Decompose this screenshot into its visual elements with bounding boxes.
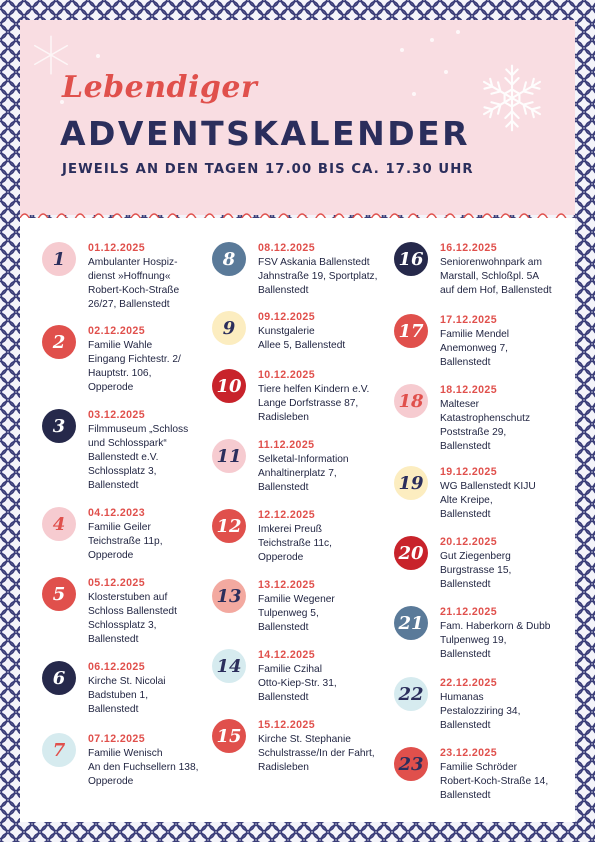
entry-date: 18.12.2025 bbox=[440, 384, 498, 396]
day-number-badge: 16 bbox=[394, 242, 428, 276]
page-subtitle: JEWEILS AN DEN TAGEN 17.00 BIS CA. 17.30 UHR bbox=[62, 162, 474, 177]
entry-date: 21.12.2025 bbox=[440, 606, 498, 618]
day-number-badge: 15 bbox=[212, 719, 246, 753]
day-number-badge: 21 bbox=[394, 606, 428, 640]
day-number-badge: 1 bbox=[42, 242, 76, 276]
entry-date: 10.12.2025 bbox=[258, 369, 316, 381]
entry-location: Filmmuseum „Schloss und Schlosspark“ Ballenstedt e.V. Schlossplatz 3, Ballenstedt bbox=[88, 424, 189, 491]
entry-date: 15.12.2025 bbox=[258, 719, 316, 731]
entry-date: 02.12.2025 bbox=[88, 325, 146, 337]
snow-dot bbox=[444, 70, 448, 74]
page-title: ADVENTSKALENDER bbox=[60, 114, 471, 153]
entry-location: Familie Mendel Anemonweg 7, Ballenstedt bbox=[440, 329, 510, 368]
entry-location: Familie Wegener Tulpenweg 5, Ballenstedt bbox=[258, 594, 335, 633]
entry-date: 12.12.2025 bbox=[258, 509, 316, 521]
entry-location: Tiere helfen Kindern e.V. Lange Dorfstrasse 87, Radisleben bbox=[258, 384, 370, 423]
day-number-badge: 6 bbox=[42, 661, 76, 695]
entry-date: 16.12.2025 bbox=[440, 242, 498, 254]
day-number-badge: 5 bbox=[42, 577, 76, 611]
entry-date: 06.12.2025 bbox=[88, 661, 146, 673]
snow-dot bbox=[430, 38, 434, 42]
entry-date: 03.12.2025 bbox=[88, 409, 146, 421]
day-number-badge: 7 bbox=[42, 733, 76, 767]
entry-date: 05.12.2025 bbox=[88, 577, 146, 589]
entry-date: 04.12.2023 bbox=[88, 507, 146, 519]
entry-location: Ambulanter Hospiz- dienst »Hoffnung« Robert-Koch-Straße 26/27, Ballenstedt bbox=[88, 257, 180, 310]
entry-location: Humanas Pestalozziring 34, Ballenstedt bbox=[440, 692, 521, 731]
entry-location: Malteser Katastrophenschutz Poststraße 29, Ballenstedt bbox=[440, 399, 531, 452]
entry-date: 22.12.2025 bbox=[440, 677, 498, 689]
entry-location: Klosterstuben auf Schloss Ballenstedt Schlossplatz 3, Ballenstedt bbox=[88, 592, 177, 645]
day-number-badge: 4 bbox=[42, 507, 76, 541]
day-number-badge: 11 bbox=[212, 439, 246, 473]
entry-location: Kirche St. Nicolai Badstuben 1, Ballenstedt bbox=[88, 676, 166, 715]
script-title: Lebendiger bbox=[62, 70, 258, 105]
entry-date: 17.12.2025 bbox=[440, 314, 498, 326]
day-number-badge: 10 bbox=[212, 369, 246, 403]
snowflake-icon bbox=[474, 60, 550, 136]
entry-location: FSV Askania Ballenstedt Jahnstraße 19, Sportplatz, Ballenstedt bbox=[258, 257, 378, 296]
day-number-badge: 18 bbox=[394, 384, 428, 418]
entry-date: 23.12.2025 bbox=[440, 747, 498, 759]
entry-location: Kirche St. Stephanie Schulstrasse/In der Fahrt, Radisleben bbox=[258, 734, 375, 773]
entry-location: Kunstgalerie Allee 5, Ballenstedt bbox=[258, 326, 346, 351]
day-number-badge: 12 bbox=[212, 509, 246, 543]
entry-date: 01.12.2025 bbox=[88, 242, 146, 254]
entry-date: 08.12.2025 bbox=[258, 242, 316, 254]
day-number-badge: 14 bbox=[212, 649, 246, 683]
day-number-badge: 22 bbox=[394, 677, 428, 711]
entry-date: 14.12.2025 bbox=[258, 649, 316, 661]
entry-location: Familie Czihal Otto-Kiep-Str. 31, Ballenstedt bbox=[258, 664, 337, 703]
entry-date: 09.12.2025 bbox=[258, 311, 316, 323]
entry-location: Seniorenwohnpark am Marstall, Schloßpl. 5A auf dem Hof, Ballenstedt bbox=[440, 257, 552, 296]
entry-location: Fam. Haberkorn & Dubb Tulpenweg 19, Ballenstedt bbox=[440, 621, 551, 660]
entry-date: 07.12.2025 bbox=[88, 733, 146, 745]
entry-location: Familie Wahle Eingang Fichtestr. 2/ Hauptstr. 106, Opperode bbox=[88, 340, 181, 393]
entry-location: Familie Geiler Teichstraße 11p, Opperode bbox=[88, 522, 163, 561]
day-number-badge: 2 bbox=[42, 325, 76, 359]
entry-location: Gut Ziegenberg Burgstrasse 15, Ballenstedt bbox=[440, 551, 512, 590]
day-number-badge: 20 bbox=[394, 536, 428, 570]
day-number-badge: 17 bbox=[394, 314, 428, 348]
entry-location: Familie Wenisch An den Fuchsellern 138, Opperode bbox=[88, 748, 199, 787]
entry-date: 20.12.2025 bbox=[440, 536, 498, 548]
snow-dot bbox=[400, 48, 404, 52]
entry-date: 19.12.2025 bbox=[440, 466, 498, 478]
entry-location: Familie Schröder Robert-Koch-Straße 14, Ballenstedt bbox=[440, 762, 549, 801]
snow-dot bbox=[456, 30, 460, 34]
day-number-badge: 19 bbox=[394, 466, 428, 500]
day-number-badge: 9 bbox=[212, 311, 246, 345]
day-number-badge: 23 bbox=[394, 747, 428, 781]
snow-dot bbox=[412, 92, 416, 96]
day-number-badge: 3 bbox=[42, 409, 76, 443]
entry-date: 11.12.2025 bbox=[258, 439, 315, 451]
entry-location: Selketal-Information Anhaltinerplatz 7, Ballenstedt bbox=[258, 454, 349, 493]
entry-location: Imkerei Preuß Teichstraße 11c, Opperode bbox=[258, 524, 332, 563]
day-number-badge: 13 bbox=[212, 579, 246, 613]
entry-location: WG Ballenstedt KIJU Alte Kreipe, Ballenstedt bbox=[440, 481, 536, 520]
entry-date: 13.12.2025 bbox=[258, 579, 316, 591]
day-number-badge: 8 bbox=[212, 242, 246, 276]
snow-dot bbox=[96, 54, 100, 58]
